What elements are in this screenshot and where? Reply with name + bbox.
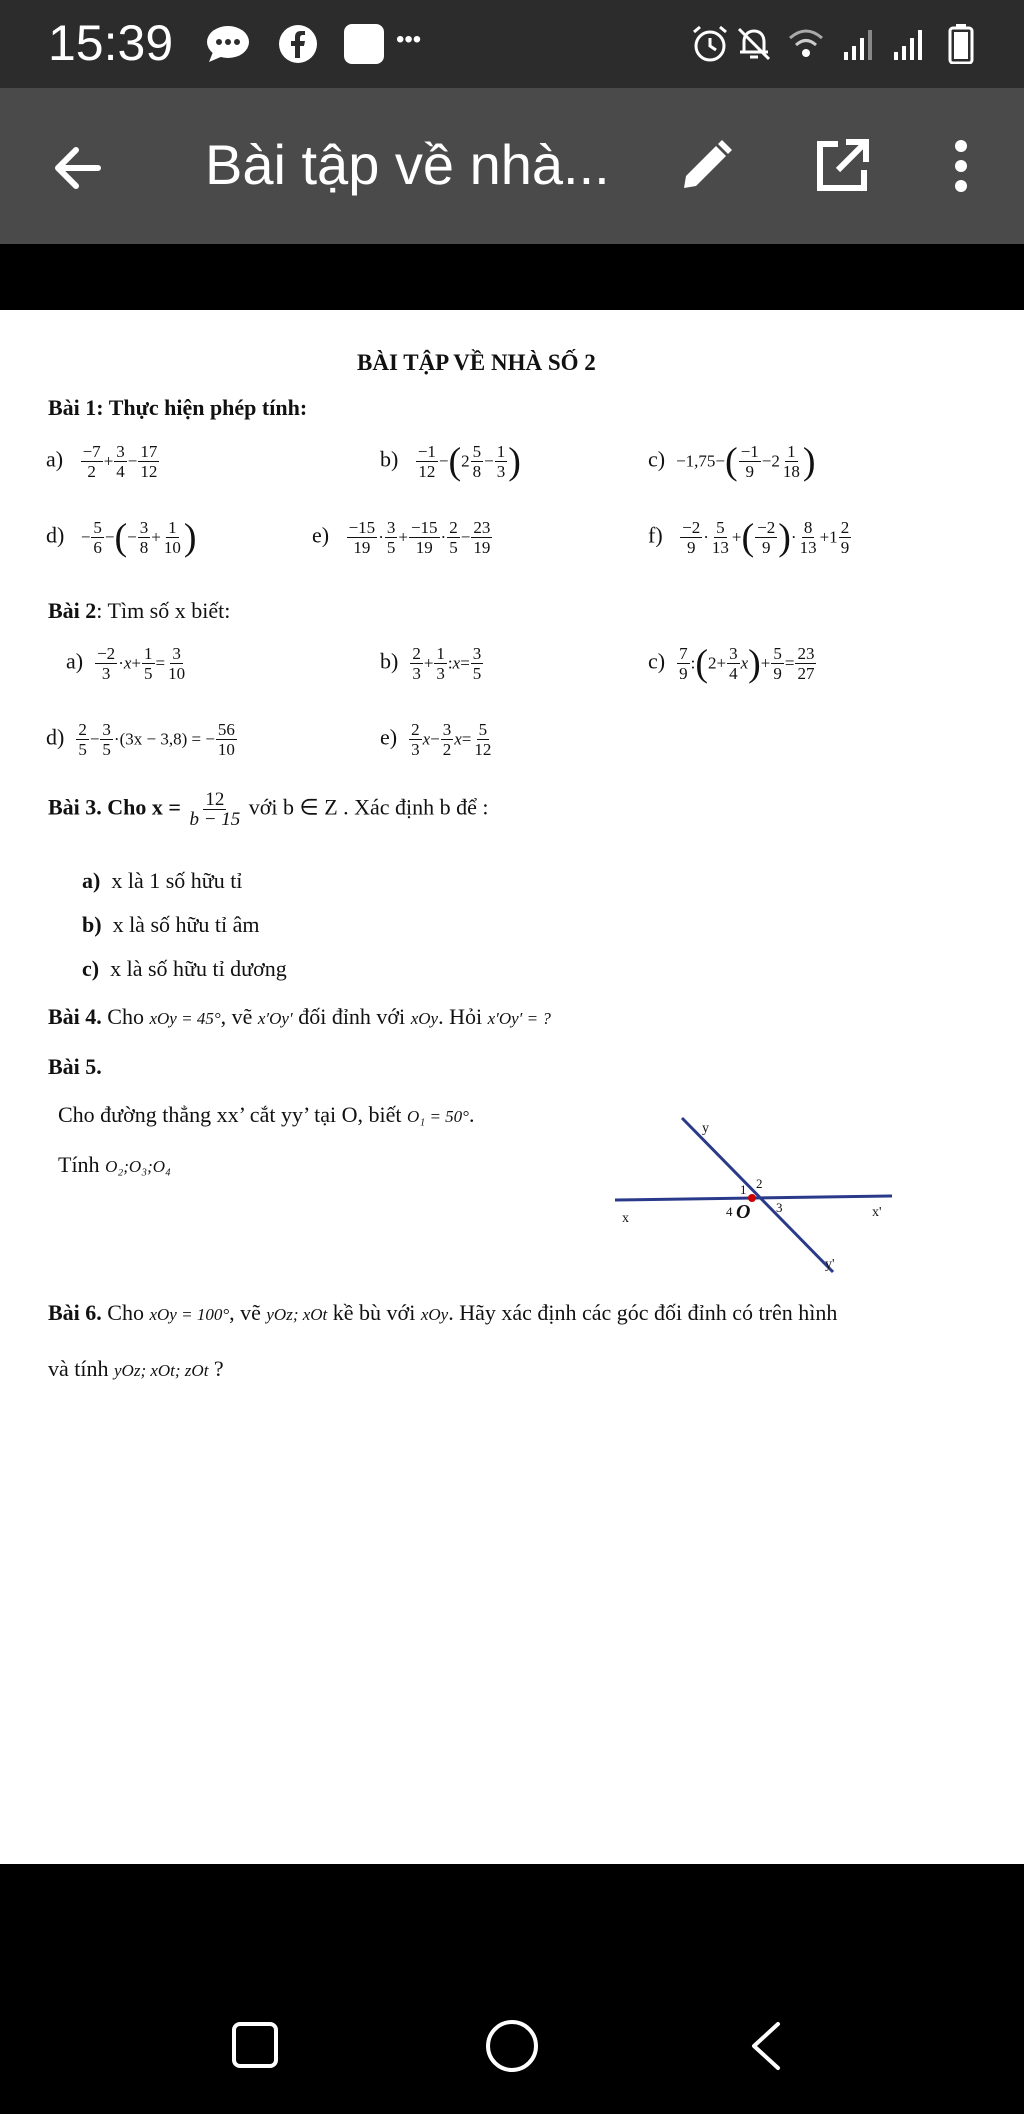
bai3-heading-bold: Bài 3. Cho x = (48, 794, 181, 820)
bai5-math1: O₁ = 50° (407, 1106, 469, 1126)
bai2-b: b) $\frac{2}{3}$ + $\frac{1}{3}$ :x= $\frac{3}{5}$ (380, 644, 482, 683)
bai1-a-label: a) (46, 446, 64, 472)
bai3-frac-den: b − 15 (189, 809, 241, 830)
bai3-item-c-label: c) (82, 956, 100, 981)
bai5-line2-text: Tính (58, 1152, 106, 1177)
bai5-line1-text: Cho đường thẳng xx’ cắt yy’ tại O, biết (58, 1102, 408, 1127)
label-o: O (736, 1201, 751, 1223)
bai1-c: c) −1,75−( $\frac{-1}{9}$ −2 $\frac{1}{18}$ ) (648, 440, 816, 483)
bai3-item-b-text: x là số hữu tỉ âm (112, 912, 260, 937)
bai1-a: a) $\frac{-7}{2}$ + $\frac{3}{4}$ − $\frac{17}{12}$ (46, 442, 158, 481)
bai1-c-prefix: −1,75− (676, 451, 726, 471)
bai3-item-a-label: a) (82, 868, 101, 893)
angle-label-4: 4 (726, 1204, 733, 1219)
bai3-item-c-text: x là số hữu tỉ dương (110, 956, 287, 981)
bai3-item-a-text: x là 1 số hữu tỉ (111, 868, 243, 893)
bai4-math4: x′Oy′ = ? (487, 1008, 551, 1028)
bai6-line2 (48, 1356, 224, 1382)
bai5-line1-end: . (468, 1102, 475, 1127)
viewer-top-bar (0, 244, 1024, 310)
angle-label-3: 3 (776, 1200, 783, 1215)
bai2-heading (48, 598, 230, 624)
home-circle-icon[interactable] (484, 2018, 540, 2074)
app-bar (0, 88, 1024, 244)
bai2-d: d) $\frac{2}{5}$ − $\frac{3}{5}$ ·(3x − 3,8) = − $\frac{56}{10}$ (46, 720, 235, 759)
bai2-heading-bold: Bài 2 (48, 598, 97, 623)
bai2-a: a) $\frac{-2}{3}$ ·x+ $\frac{1}{5}$ = $\frac{3}{10}$ (66, 644, 186, 683)
facebook-icon (278, 24, 318, 64)
document-title: BÀI TẬP VỀ NHÀ SỐ 2 (357, 350, 596, 375)
back-chevron-icon[interactable] (746, 2018, 786, 2074)
battery-icon (948, 24, 974, 64)
label-x-prime: x' (872, 1205, 882, 1220)
bai4-math2: x′Oy′ (257, 1008, 293, 1028)
bai6-text4: . Hãy xác định các góc đối đỉnh có trên hình (448, 1300, 838, 1325)
bai1-e: e) $\frac{-15}{19}$ · $\frac{3}{5}$ + $\frac{-15}{19}$ · $\frac{2}{5}$ − $\frac{23}{19}$ (312, 518, 491, 557)
bai6-end: ? (208, 1356, 224, 1381)
bell-off-icon (734, 24, 774, 64)
page-title: Bài tập về nhà... (205, 133, 610, 196)
bai3-frac-num: 12 (205, 789, 225, 810)
wifi-icon (786, 24, 826, 64)
bai6-text2: , vẽ (229, 1300, 267, 1325)
bai4-text1: Cho (101, 1004, 150, 1029)
bai3-heading (48, 790, 489, 829)
bai3-item-c (82, 956, 287, 982)
clock-time: 15:39 (48, 15, 174, 71)
open-external-icon[interactable] (812, 136, 872, 196)
bai3-item-a (82, 868, 242, 894)
more-vert-icon[interactable] (946, 136, 976, 196)
bai2-c: c) $\frac{7}{9}$ :(2+ $\frac{3}{4}$ x)+ $\frac{5}{9}$ = $\frac{23}{27}$ (648, 642, 815, 685)
back-arrow-icon[interactable] (48, 138, 108, 198)
bai1-d: d) − $\frac{5}{6}$ −(− $\frac{3}{8}$ + $\frac{1}{10}$ ) (46, 516, 197, 559)
label-y: y (702, 1121, 709, 1136)
pencil-icon[interactable] (676, 136, 736, 196)
bai4-bold: Bài 4. (48, 1004, 102, 1029)
bai1-b: b) $\frac{-1}{12}$ −(2 $\frac{5}{8}$ − $\frac{1}{3}$ ) (380, 440, 521, 483)
bai6-text3: kề bù với (327, 1300, 421, 1325)
bai6-math3: xOy (420, 1304, 449, 1324)
bai2-d-tail: ·(3x − 3,8) = − (113, 729, 215, 749)
bai1-c-label: c) (648, 446, 666, 472)
bai1-f-label: f) (648, 522, 663, 548)
angle-label-1: 1 (740, 1182, 747, 1197)
line-yy (682, 1118, 833, 1272)
bai4-math1: xOy = 45° (149, 1008, 221, 1028)
document-page[interactable] (0, 310, 1024, 1864)
bai4-text4: . Hỏi (438, 1004, 488, 1029)
bai1-e-label: e) (312, 522, 330, 548)
bai5-line2 (58, 1152, 171, 1178)
bai6-text1: Cho (101, 1300, 150, 1325)
bai1-d-label: d) (46, 522, 65, 548)
bai4-text (48, 1004, 551, 1030)
bai4-text3: đối đỉnh với (292, 1004, 411, 1029)
bai6-math4: yOz; xOt; zOt (114, 1360, 209, 1380)
bai2-heading-rest: : Tìm số x biết: (96, 598, 231, 623)
bai1-f: f) $\frac{-2}{9}$ · $\frac{5}{13}$ +( $\frac{-2}{9}$ )· $\frac{8}{13}$ +1 $\frac{2}{9}$ (648, 516, 850, 559)
label-x: x (622, 1211, 629, 1226)
recents-square-icon[interactable] (230, 2020, 280, 2070)
bai6-bold: Bài 6. (48, 1300, 102, 1325)
bai6-math2: yOz; xOt (266, 1304, 328, 1324)
bai4-text2: , vẽ (220, 1004, 258, 1029)
angle-label-2: 2 (756, 1176, 763, 1191)
bai3-heading-rest: với b ∈ Z . Xác định b để : (248, 794, 489, 820)
system-nav-bar (0, 1864, 1024, 2114)
bai6-line1 (48, 1300, 837, 1326)
bai1-b-label: b) (380, 446, 399, 472)
bai2-e: e) $\frac{2}{3}$ x− $\frac{3}{2}$ x= $\frac{5}{12}$ (380, 720, 492, 759)
bai3-item-b-label: b) (82, 912, 102, 937)
more-dots-icon: ••• (396, 26, 422, 53)
signal-icon (890, 24, 930, 64)
bai6-line2-text: và tính (48, 1356, 114, 1381)
bai4-math3: xOy (410, 1008, 439, 1028)
chat-bubble-icon (205, 24, 251, 64)
alarm-icon (690, 24, 730, 64)
bai1-heading: Bài 1: Thực hiện phép tính: (48, 395, 308, 420)
bai5-heading: Bài 5. (48, 1054, 102, 1079)
bai6-math1: xOy = 100° (149, 1304, 230, 1324)
bai5-line1 (58, 1102, 474, 1128)
label-y-prime: y' (825, 1257, 835, 1272)
signal-icon (840, 24, 880, 64)
bai5-math2: O₂;O₃;O₄ (105, 1156, 171, 1176)
bai3-item-b (82, 912, 260, 938)
intersecting-lines-figure (600, 1100, 910, 1290)
status-bar (0, 0, 1024, 88)
app-square-icon (342, 24, 386, 64)
